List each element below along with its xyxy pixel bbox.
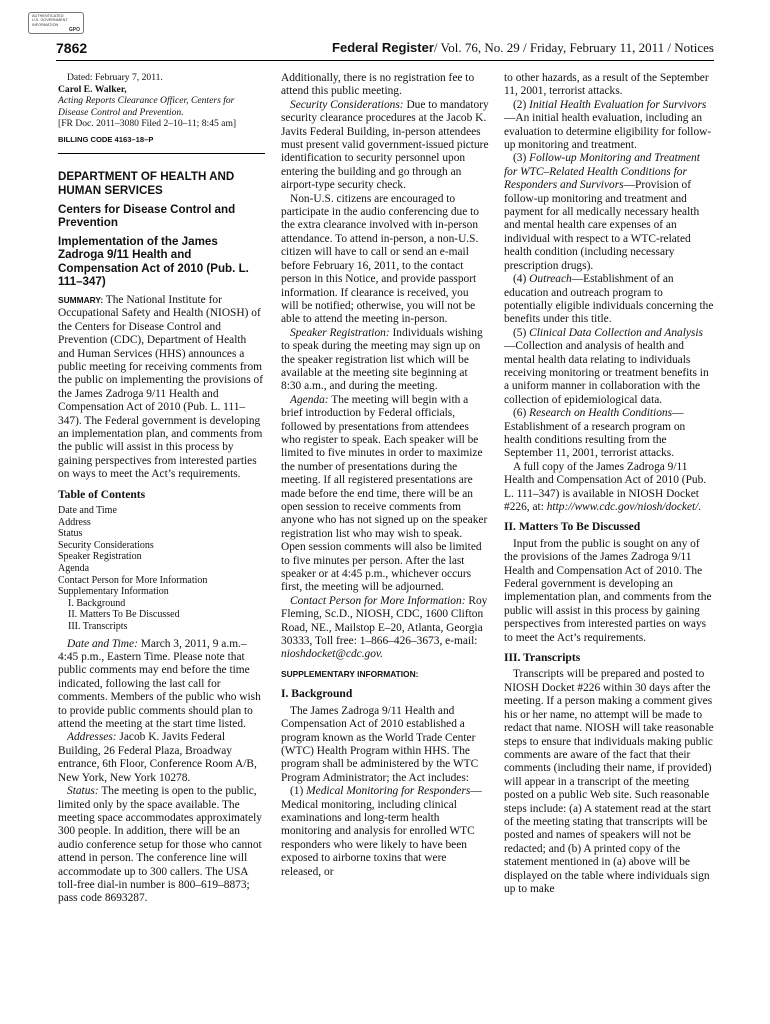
speaker-paragraph	[281, 327, 489, 394]
toc-item: Contact Person for More Information	[58, 574, 208, 586]
fr-doc-line: [FR Doc. 2011–3080 Filed 2–10–11; 8:45 am]	[58, 118, 237, 130]
status-paragraph	[58, 785, 265, 906]
security-label: Security Considerations:	[290, 98, 404, 111]
agenda-text: The meeting will begin with a brief introduction by Federal officials, followed by presentations from attendees who register to speak. Each speaker will be limited to five minutes in order to maximize the number of presentations during the meeting. If all registered presentations are made before the end time, there will be an open session to receive comments from anyone who has not signed up on the speaker registration list who may wish to speak. Open session comments will also be limited to five minutes per person. After the last speaker or at 4:45 p.m., whichever occurs first, the meeting will be adjourned.	[281, 393, 488, 594]
toc-item: Address	[58, 516, 91, 528]
item-label: Research on Health Conditions	[529, 407, 673, 420]
program-item-3	[504, 152, 714, 273]
toc-subitem: I. Background	[68, 597, 126, 609]
column-1	[58, 72, 265, 906]
supplementary-label: SUPPLEMENTARY INFORMATION:	[281, 668, 419, 679]
item-number: (6)	[513, 407, 527, 420]
toc-heading: Table of Contents	[58, 487, 146, 501]
publication-name: Federal Register	[332, 40, 434, 55]
item-text: —Medical monitoring, including clinical examinations and long-term health monitoring and analysis for enrolled WTC responders who were likely to have been exposed to airborne toxins that were released, or	[281, 785, 482, 878]
dated-line: Dated: February 7, 2011.	[67, 72, 163, 83]
toc-subitem: II. Matters To Be Discussed	[68, 609, 180, 621]
column-2	[281, 72, 489, 879]
summary-label: SUMMARY:	[58, 295, 104, 305]
signer-title: Acting Reports Clearance Officer, Centers for Disease Control and Prevention.	[58, 95, 235, 118]
program-item-2	[504, 99, 714, 153]
addresses-text: Jacob K. Javits Federal Building, 26 Federal Plaza, Broadway entrance, 6th Floor, Conference Room A/B, New York, New York 10278.	[58, 731, 257, 784]
contact-paragraph	[281, 595, 489, 662]
background-paragraph: The James Zadroga 9/11 Health and Compensation Act of 2010 established a program known as the World Trade Center (WTC) Health Program within HHS. The program shall be administered by the WTC Program Administrator; the Act includes:	[281, 704, 479, 784]
toc-item: Supplementary Information	[58, 586, 169, 598]
issue-info: / Vol. 76, No. 29 / Friday, February 11, 2011 / Notices	[433, 40, 714, 55]
copy-text: A full copy of the James Zadroga 9/11 Health and Compensation Act of 2010 (Pub. L. 111–347) is available in NIOSH Docket #226, at:	[504, 460, 707, 513]
toc-item: Speaker Registration	[58, 551, 142, 563]
running-head	[332, 40, 714, 56]
transcripts-heading: III. Transcripts	[504, 651, 581, 665]
page-number: 7862	[56, 40, 88, 56]
toc-item: Status	[58, 528, 83, 540]
noncitizen-paragraph: Non-U.S. citizens are encouraged to participate in the audio conferencing due to the extra clearance involved with in-person attendance. To attend in-person, a non-U.S. citizen will have to call or send an e-mail before February 16, 2011, to the contact person in this Notice, and provide passport information. If clearance is received, you will be notified; otherwise, you will not be able to attend the meeting in-person.	[281, 192, 479, 326]
billing-code: BILLING CODE 4163–18–P	[58, 134, 154, 144]
docket-link[interactable]: http://www.cdc.gov/niosh/docket/.	[546, 501, 702, 513]
item-number: (2)	[513, 98, 527, 111]
status-text: The meeting is open to the public, limited only by the space available. The meeting space accommodates approximately 300 people. In addition, there will be an audio conference setup for those who cannot attend in person. The conference line will accommodate up to 300 callers. The USA toll-free dial-in number is 800–619–8873; pass code 8693287.	[58, 785, 263, 905]
document-title: Implementation of the James Zadroga 9/11 Health and Compensation Act of 2010 (Pub. L. 111–347)	[58, 235, 249, 288]
item-text: —Establishment of a research program on health conditions resulting from the September 11, 2001, terrorist attacks.	[504, 407, 686, 460]
column-3	[504, 72, 714, 896]
agenda-label: Agenda:	[290, 393, 329, 406]
item-text: —Establishment of an education and outreach program to potentially eligible individuals concerning the benefits under this title.	[504, 273, 714, 326]
seal-line: U.S. GOVERNMENT	[32, 18, 68, 23]
status-label: Status:	[67, 785, 99, 798]
item-number: (1)	[290, 785, 304, 798]
toc-item: Security Considerations	[58, 539, 154, 551]
page-header	[56, 40, 714, 61]
department-heading: DEPARTMENT OF HEALTH AND HUMAN SERVICES	[58, 170, 235, 197]
summary-paragraph	[58, 294, 265, 482]
item-text: —An initial health evaluation, including an evaluation to determine eligibility for follow-up monitoring and treatment.	[504, 112, 712, 152]
agenda-paragraph	[281, 394, 489, 595]
item-label: Medical Monitoring for Responders	[306, 785, 471, 798]
continued-paragraph: to other hazards, as a result of the September 11, 2001, terrorist attacks.	[504, 72, 709, 98]
seal-line: INFORMATION	[32, 22, 59, 27]
date-text: March 3, 2011, 9 a.m.–4:45 p.m., Eastern Time. Please note that public comments may end before the time indicated, following the last call for comments. Members of the public who wish to provide public comments should plan to attend the meeting at the start time listed.	[58, 637, 261, 731]
program-item-6	[504, 407, 714, 461]
toc-item: Agenda	[58, 563, 90, 575]
addresses-paragraph	[58, 731, 265, 785]
toc-subitem: III. Transcripts	[68, 621, 128, 633]
item-label: Clinical Data Collection and Analysis	[529, 326, 703, 339]
contact-label: Contact Person for More Information:	[290, 594, 466, 607]
signer-name: Carol E. Walker,	[58, 83, 127, 95]
item-text: —Collection and analysis of health and mental health data relating to individuals receiving monitoring or treatment benefits in a uniform manner in collaboration with the collection of epidemiological data.	[504, 340, 709, 406]
date-paragraph	[58, 638, 265, 732]
item-number: (4)	[513, 273, 527, 286]
speaker-label: Speaker Registration:	[290, 326, 390, 339]
table-of-contents	[58, 505, 265, 633]
contact-text: Roy Fleming, Sc.D., NIOSH, CDC, 1600 Clifton Road, NE., Mailstop E–20, Atlanta, Georgia 30333, Toll free: 1–866–426–3673, e-mail:	[281, 594, 488, 648]
program-item-4	[504, 273, 714, 327]
speaker-text: Individuals wishing to speak during the meeting may sign up on the speaker registration list which will be available at the meeting site beginning at 8:30 a.m., and during the meeting.	[281, 326, 483, 393]
security-paragraph	[281, 99, 489, 193]
agency-heading: Centers for Disease Control and Prevention	[58, 202, 236, 229]
item-label: Initial Health Evaluation for Survivors	[529, 98, 707, 111]
transcripts-paragraph: Transcripts will be prepared and posted to NIOSH Docket #226 within 30 days after the meeting. If a person making a comment gives his or her name, no attempt will be made to redact that name. NIOSH will take reasonable steps to ensure that individuals making public comments are aware of the fact that their comments (including their name, if provided) will appear in a transcript of the meeting posted on a public Web site. Such reasonable steps include: (a) A statement read at the start of the meeting stating that transcripts will be posted and names of speakers will not be redacted; and (b) A printed copy of the statement mentioned in (a) above will be displayed on the table where individuals sign up to make	[504, 668, 714, 895]
summary-text: The National Institute for Occupational Safety and Health (NIOSH) of the Centers for Disease Control and Prevention (CDC), Department of Health and Human Services (HHS) announces a public meeting for receiving comments from the public on implementing the provisions of the James Zadroga 9/11 Health and Compensation Act of 2010 (Pub. L. 111–347). The Federal government is developing an implementation plan, and comments from the public will assist in this process by gaining perspectives from interested parties on ways to meet the Act’s requirements.	[58, 294, 264, 481]
toc-item: Date and Time	[58, 505, 117, 517]
matters-paragraph: Input from the public is sought on any of the provisions of the James Zadroga 9/11 Health and Compensation Act of 2010. The Federal government is developing an implementation plan, and comments from the public will assist in this process by gaining perspectives from interested parties on ways to meet the Act’s requirements.	[504, 537, 712, 644]
item-label: Outreach	[529, 273, 572, 286]
program-item-1	[281, 785, 489, 879]
full-copy-paragraph	[504, 461, 714, 515]
section-divider	[58, 153, 265, 154]
item-number: (3)	[513, 152, 527, 165]
item-label: Follow-up Monitoring and Treatment for WTC–Related Health Conditions for Responders and Survivors	[504, 152, 700, 192]
authentication-seal	[28, 12, 84, 34]
item-text: —Provision of follow-up monitoring and treatment and payment for all medically necessary health and mental health care expenses of an individual with respect to a WTC-related health condition (including necessary prescription drugs).	[504, 179, 700, 272]
security-text: Due to mandatory security clearance procedures at the Jacob K. Javits Federal Building, in-person attendees must present valid government-issued picture identification to security personnel upon entering the building and go through an airport-type security check.	[281, 98, 489, 192]
seal-gpo-label: GPO	[68, 26, 80, 33]
contact-email: nioshdocket@cdc.gov.	[281, 648, 383, 661]
addresses-label: Addresses:	[67, 731, 117, 744]
background-heading: I. Background	[281, 687, 353, 701]
program-item-5	[504, 327, 714, 407]
seal-line: AUTHENTICATED	[32, 14, 64, 18]
registration-paragraph: Additionally, there is no registration fee to attend this public meeting.	[281, 72, 475, 98]
matters-heading: II. Matters To Be Discussed	[504, 520, 641, 534]
item-number: (5)	[513, 326, 527, 339]
date-label: Date and Time:	[67, 637, 138, 650]
